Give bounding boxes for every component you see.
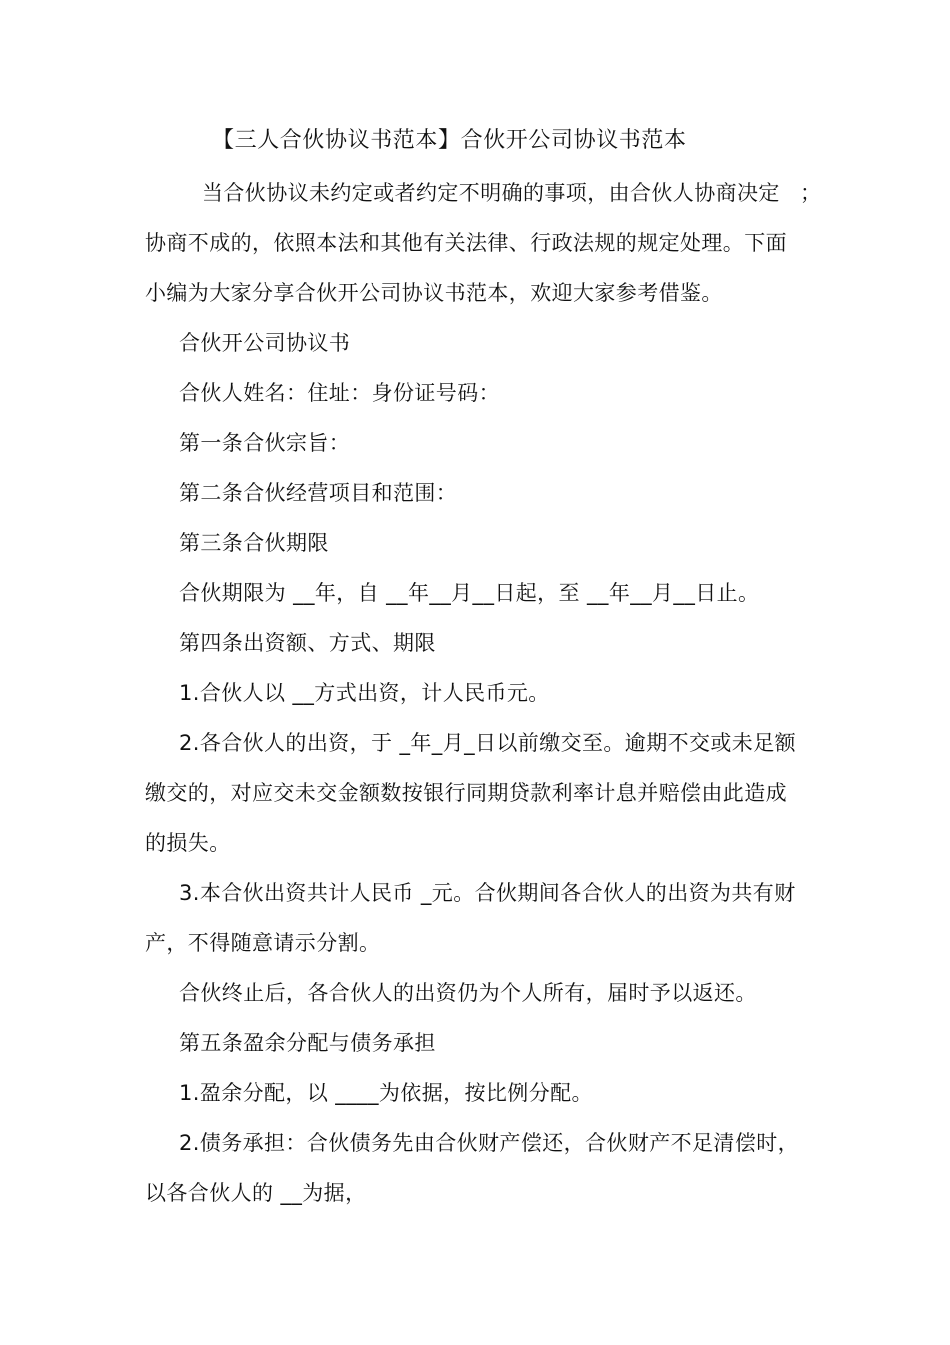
intro-line-1: 当合伙协议未约定或者约定不明确的事项，由合伙人协商决定 — [202, 181, 780, 205]
article-3: 第三条合伙期限 — [179, 531, 329, 555]
article-2: 第二条合伙经营项目和范围： — [179, 481, 458, 505]
partner-info-line: 合伙人姓名：住址：身份证号码： — [179, 381, 500, 405]
contribution-item-2: 2.各合伙人的出资，于 _年_月_日以前缴交至。逾期不交或未足额 — [179, 731, 797, 755]
article-5: 第五条盈余分配与债务承担 — [179, 1031, 436, 1055]
term-line: 合伙期限为 __年，自 __年__月__日起，至 __年__月__日止。 — [179, 581, 760, 605]
intro-semicolon: ； — [800, 181, 822, 205]
intro-line-2: 协商不成的，依照本法和其他有关法律、行政法规的规定处理。下面 — [145, 231, 787, 255]
article-4: 第四条出资额、方式、期限 — [179, 631, 436, 655]
agreement-heading: 合伙开公司协议书 — [179, 331, 351, 355]
contribution-item-1: 1.合伙人以 __方式出资，计人民币元。 — [179, 681, 550, 705]
document-title: 【三人合伙协议书范本】合伙开公司协议书范本 — [212, 128, 687, 153]
contribution-item-2-cont-1: 缴交的，对应交未交金额数按银行同期贷款利率计息并赔偿由此造成 — [145, 781, 787, 805]
debt-item-2: 2.债务承担：合伙债务先由合伙财产偿还，合伙财产不足清偿时， — [179, 1131, 800, 1155]
article-1: 第一条合伙宗旨： — [179, 431, 351, 455]
termination-line: 合伙终止后，各合伙人的出资仍为个人所有，届时予以返还。 — [179, 981, 757, 1005]
contribution-item-2-cont-2: 的损失。 — [145, 831, 231, 855]
debt-item-2-cont: 以各合伙人的 __为据， — [145, 1181, 367, 1205]
profit-item-1: 1.盈余分配，以 ____为依据，按比例分配。 — [179, 1081, 593, 1105]
intro-line-3: 小编为大家分享合伙开公司协议书范本，欢迎大家参考借鉴。 — [145, 281, 723, 305]
contribution-item-3: 3.本合伙出资共计人民币 _元。合伙期间各合伙人的出资为共有财 — [179, 881, 796, 905]
contribution-item-3-cont: 产，不得随意请示分割。 — [145, 931, 381, 955]
